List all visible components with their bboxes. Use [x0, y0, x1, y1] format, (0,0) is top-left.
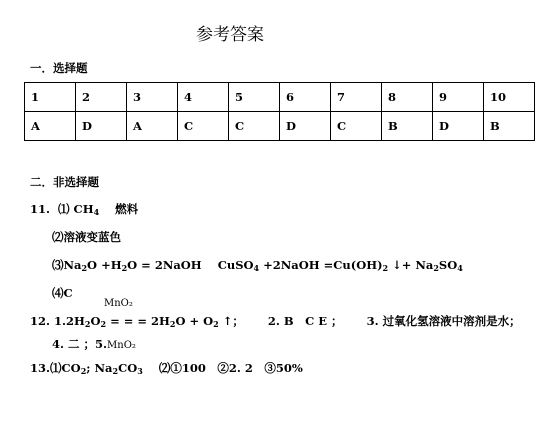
- table-cell: D: [76, 112, 127, 141]
- q11-line-4: ⑷C: [52, 286, 73, 300]
- table-cell: A: [25, 112, 76, 141]
- answer-table: [24, 82, 535, 141]
- q12-catalyst-label: MnO₂: [104, 298, 133, 309]
- table-cell: 8: [382, 83, 433, 112]
- table-cell: B: [484, 112, 535, 141]
- table-cell: 5: [229, 83, 280, 112]
- table-cell: 1: [25, 83, 76, 112]
- table-cell: 7: [331, 83, 382, 112]
- q11-number: 11.: [30, 202, 51, 216]
- table-cell: 9: [433, 83, 484, 112]
- table-cell: 6: [280, 83, 331, 112]
- q11-equation-2: CuSO$_4$ +2NaOH $=Cu(OH)_2$ ↓+ $Na_2SO_4$: [217, 258, 463, 273]
- table-cell: C: [229, 112, 280, 141]
- q12-equation: 12. $1.2H_2O_2$ = = = $2H_2O + O_2$ ↑；: [30, 314, 244, 329]
- q11-equation-1: $Na_2O +H_2O$ = 2NaOH: [63, 258, 202, 273]
- q11-p1-mark: ⑴: [58, 202, 70, 216]
- q13-line: [30, 360, 303, 376]
- table-cell: D: [433, 112, 484, 141]
- q11-line-2: ⑵溶液变蓝色: [52, 230, 121, 244]
- question-number-row: [25, 83, 535, 112]
- page-title: 参考答案: [196, 25, 264, 45]
- table-cell: 2: [76, 83, 127, 112]
- section-heading-choice: 一．选择题: [30, 61, 88, 75]
- table-cell: C: [331, 112, 382, 141]
- q12-part-3: 3. 过氧化氢溶液中溶剂是水；: [366, 314, 521, 328]
- section-heading-nonchoice: 二．非选择题: [30, 175, 99, 189]
- table-cell: 4: [178, 83, 229, 112]
- table-cell: B: [382, 112, 433, 141]
- q12-line-1: [30, 313, 521, 329]
- q12-line-2: 4. 二 ；5.MnO₂: [52, 337, 136, 351]
- q11-p1-note: 燃料: [115, 202, 139, 216]
- table-cell: C: [178, 112, 229, 141]
- table-cell: 3: [127, 83, 178, 112]
- q12-part-2: 2. B C E ；: [267, 314, 343, 328]
- table-cell: D: [280, 112, 331, 141]
- q13-part-1: $13.⑴CO_2$; $Na_2CO_3$: [30, 361, 143, 376]
- q11-p1-formula: $CH_4$: [73, 202, 100, 217]
- q11-line-1: [30, 201, 138, 217]
- table-cell: 10: [484, 83, 535, 112]
- q13-part-2: ⑵①100 ②2. 2 ③50%: [158, 361, 303, 375]
- q11-line-3: $⑶Na_2O +H_2O$ = 2NaOH CuSO$_4$ +2NaOH $=Cu(OH)_2$ ↓+ $Na_2SO_4$: [52, 258, 463, 273]
- answer-row: [25, 112, 535, 141]
- table-cell: A: [127, 112, 178, 141]
